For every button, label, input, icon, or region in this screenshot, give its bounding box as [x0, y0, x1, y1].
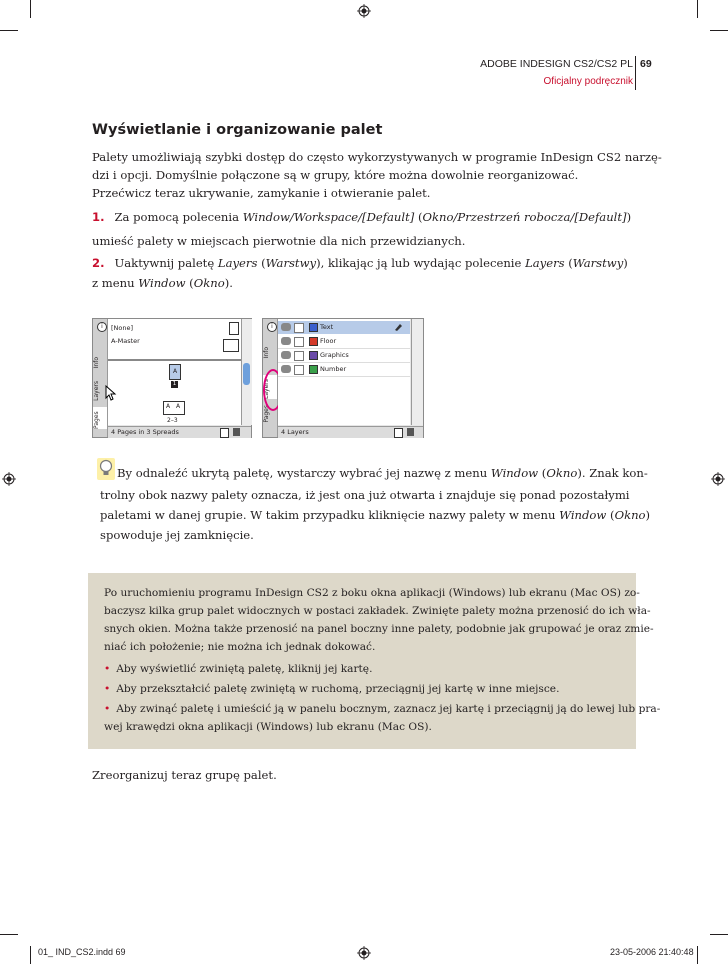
- menu-command: Window/Workspace/[Default]: [242, 210, 415, 224]
- note-bullet: • Aby wyświetlić zwiniętą paletę, kliknij jej kartę.: [104, 663, 373, 675]
- intro-line: dzi i opcji. Domyślnie połączone są w grupy, które można dowolnie reorganizować.: [92, 168, 579, 182]
- pages-count: 4 Pages in 3 Spreads: [111, 428, 179, 436]
- crop-mark: [0, 934, 18, 935]
- spread-label: 2–3: [167, 417, 178, 424]
- master-thumb: [223, 339, 239, 352]
- crop-mark: [30, 0, 31, 18]
- bullet-mark: •: [104, 683, 111, 695]
- book-title: ADOBE INDESIGN CS2/CS2 PL: [480, 58, 633, 70]
- layer-name[interactable]: Graphics: [320, 351, 349, 359]
- running-header: [480, 58, 633, 70]
- registration-mark-icon: [357, 4, 371, 18]
- layer-color: [309, 337, 318, 346]
- note-bullet-cont: wej krawędzi okna aplikacji (Windows) lub ekranu (Mac OS).: [104, 721, 432, 733]
- info-icon[interactable]: i: [97, 322, 107, 332]
- step-number: 1.: [92, 210, 105, 224]
- eye-icon[interactable]: [281, 365, 291, 373]
- tip-line: By odnaleźć ukrytą paletę, wystarczy wybrać jej nazwę z menu Window (Okno). Znak kon-: [117, 466, 648, 480]
- lock-toggle[interactable]: [294, 337, 304, 347]
- scroll-thumb[interactable]: [243, 363, 250, 385]
- pen-icon: [393, 322, 403, 332]
- layer-name[interactable]: Number: [320, 365, 347, 373]
- layer-name[interactable]: Text: [320, 323, 334, 331]
- layers-panel-screenshot: [262, 318, 424, 438]
- bullet-mark: •: [104, 663, 111, 675]
- info-icon[interactable]: i: [267, 322, 277, 332]
- tab-info[interactable]: Info: [263, 347, 270, 359]
- tip-line: spowoduje jej zamknięcie.: [100, 528, 254, 542]
- spread-page-left: A: [166, 403, 171, 410]
- step-number: 2.: [92, 256, 105, 270]
- tip-line: trolny obok nazwy palety oznacza, iż jest ona już otwarta i znajduje się ponad pozostałymi: [100, 488, 630, 502]
- lock-toggle[interactable]: [294, 365, 304, 375]
- crop-mark: [697, 0, 698, 18]
- page-number-label: 1: [172, 381, 177, 387]
- intro-line: Palety umożliwiają szybki dostęp do często wykorzystywanych w programie InDesign CS2 narzę-: [92, 150, 662, 164]
- crop-mark: [710, 30, 728, 31]
- master-thumb: [229, 322, 239, 335]
- eye-icon[interactable]: [281, 323, 291, 331]
- lock-toggle[interactable]: [294, 351, 304, 361]
- master-none[interactable]: [None]: [111, 324, 134, 332]
- tab-info[interactable]: Info: [93, 357, 100, 369]
- intro-line: Przećwicz teraz ukrywanie, zamykanie i otwieranie palet.: [92, 186, 431, 200]
- note-line: niać ich położenie; nie można ich jednak dokować.: [104, 641, 376, 653]
- cursor-arrow-icon: [105, 385, 117, 401]
- crop-mark: [697, 946, 698, 964]
- step-2-cont: z menu Window (Okno).: [92, 276, 233, 290]
- spread-thumb[interactable]: [163, 401, 185, 415]
- registration-mark-icon: [711, 472, 725, 486]
- note-bullet: • Aby przekształcić paletę zwiniętą w ruchomą, przeciągnij jej kartę w inne miejsce.: [104, 683, 560, 695]
- trash-icon[interactable]: [407, 428, 414, 436]
- new-page-icon[interactable]: [220, 428, 229, 438]
- note-bullet: • Aby zwinąć paletę i umieścić ją w panelu bocznym, zaznacz jej kartę i przeciągnij ją do lewej lub pra-: [104, 703, 661, 715]
- master-a[interactable]: A-Master: [111, 337, 140, 345]
- layer-color: [309, 365, 318, 374]
- lock-toggle[interactable]: [294, 323, 304, 333]
- step-1-cont: umieść palety w miejscach pierwotnie dla nich przewidzianych.: [92, 234, 466, 248]
- step-1: 1. Za pomocą polecenia Window/Workspace/[Default] (Okno/Przestrzeń robocza/[Default]): [92, 210, 632, 224]
- layer-color: [309, 351, 318, 360]
- closing-line: Zreorganizuj teraz grupę palet.: [92, 768, 277, 782]
- eye-icon[interactable]: [281, 351, 291, 359]
- tab-layers[interactable]: Layers: [263, 375, 277, 399]
- lightbulb-icon: [97, 458, 115, 480]
- eye-icon[interactable]: [281, 337, 291, 345]
- scrollbar[interactable]: [411, 319, 423, 425]
- panel-status-bar: [108, 426, 251, 438]
- footer-datetime: 23-05-2006 21:40:48: [610, 947, 694, 957]
- crop-mark: [0, 30, 18, 31]
- note-line: baczysz kilka grup palet widocznych w postaci zakładek. Zwinięte palety można przenosić do ich wła-: [104, 605, 651, 617]
- crop-mark: [710, 934, 728, 935]
- note-box: [88, 573, 661, 749]
- tab-pages[interactable]: Pages: [93, 407, 107, 429]
- registration-mark-icon: [2, 472, 16, 486]
- menu-command-pl: Okno/Przestrzeń robocza/[Default]: [422, 210, 627, 224]
- crop-mark: [30, 946, 31, 964]
- new-layer-icon[interactable]: [394, 428, 403, 438]
- note-line: snych okien. Można także przenosić na panel boczny inne palety, podobnie jak grupować je oraz zmie-: [104, 623, 654, 635]
- section-heading: Wyświetlanie i organizowanie palet: [92, 122, 383, 138]
- header-divider: [635, 56, 636, 90]
- tip-line: paletami w danej grupie. W takim przypadku kliknięcie nazwy palety w menu Window (Okno): [100, 508, 651, 522]
- book-subtitle: Oficjalny podręcznik: [543, 76, 633, 87]
- layer-name[interactable]: Floor: [320, 337, 337, 345]
- layer-color: [309, 323, 318, 332]
- bullet-mark: •: [104, 703, 111, 715]
- trash-icon[interactable]: [233, 428, 240, 436]
- tab-layers[interactable]: Layers: [93, 381, 100, 401]
- spread-page-right: A: [176, 403, 181, 410]
- registration-mark-icon: [357, 946, 371, 960]
- scrollbar[interactable]: [241, 319, 252, 425]
- layers-count: 4 Layers: [281, 428, 309, 436]
- tab-pages[interactable]: Pages: [263, 405, 270, 423]
- page-thumb-selected[interactable]: A: [169, 364, 181, 380]
- panel-status-bar: [278, 426, 423, 438]
- pages-panel-screenshot: [92, 318, 252, 438]
- footer-file: 01_ IND_CS2.indd 69: [38, 947, 126, 957]
- step-2: 2. Uaktywnij paletę Layers (Warstwy), klikając ją lub wydając polecenie Layers (Warstwy): [92, 256, 628, 270]
- page-number: 69: [640, 58, 652, 70]
- note-line: Po uruchomieniu programu InDesign CS2 z boku okna aplikacji (Windows) lub ekranu (Mac OS) zo-: [104, 587, 640, 599]
